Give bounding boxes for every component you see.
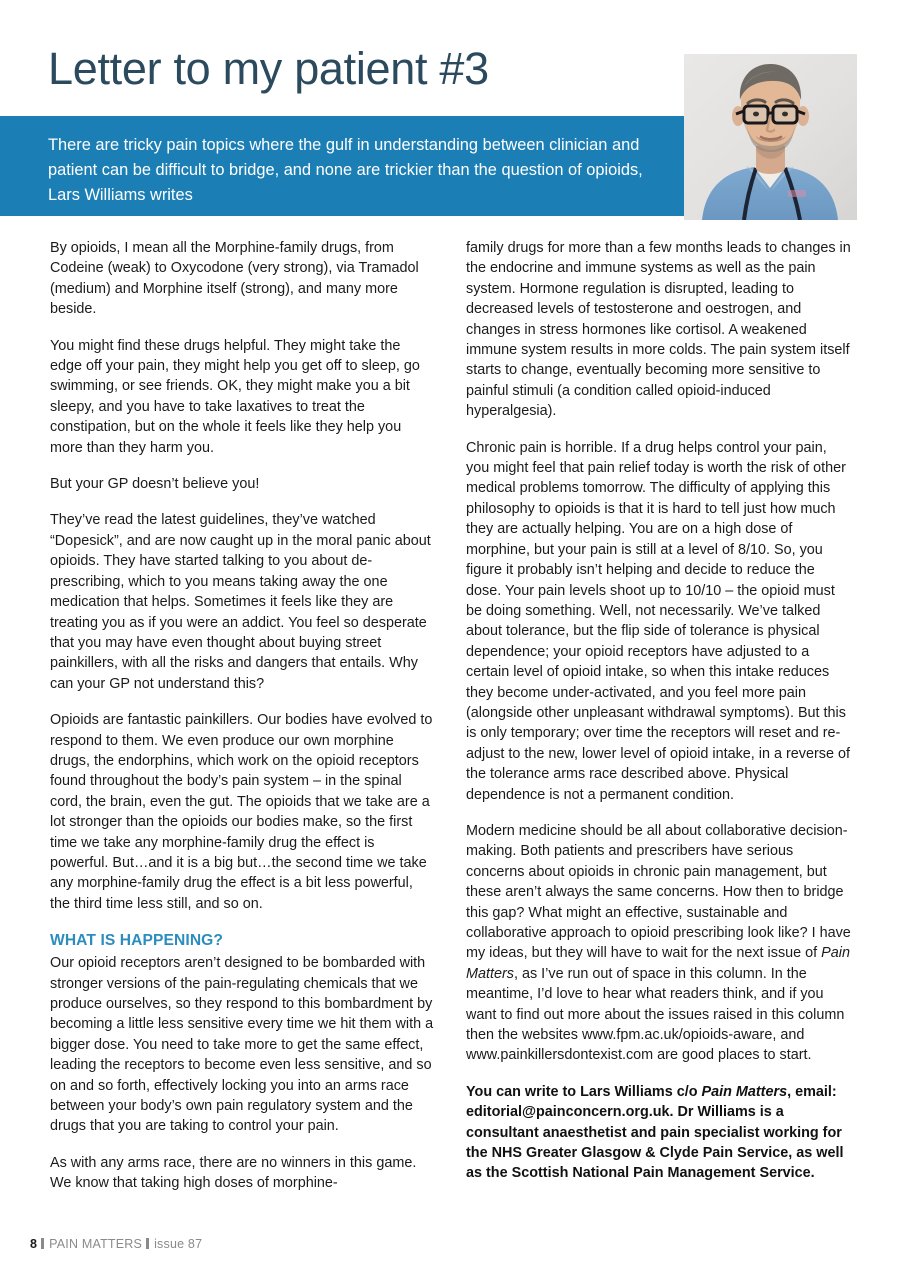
footer-magazine-name: PAIN MATTERS [49, 1237, 143, 1251]
body-column-right [466, 238, 852, 1200]
footer-separator-icon [41, 1238, 44, 1249]
page-title: Letter to my patient #3 [48, 43, 489, 94]
standfirst-text: There are tricky pain topics where the gulf in understanding between clinician and patient can be difficult to bridge, and none are trickier than the question of opioids, Lars Williams writes [48, 136, 643, 204]
footer-issue-number: issue 87 [154, 1237, 203, 1251]
footer-separator-icon [146, 1238, 149, 1249]
publication-name-italic: Pain Matters [701, 1083, 788, 1100]
paragraph: family drugs for more than a few months leads to changes in the endocrine and immune systems as well as the pain system. Hormone regulation is disrupted, leading to decreased levels of testosterone and oestrogen, and changes in stress hormones like cortisol. A weakened immune system results in more colds. The pain system itself starts to change, eventually becoming more sensitive to painful stimuli (a condition called opioid-induced hyperalgesia). [466, 240, 851, 420]
paragraph: As with any arms race, there are no winners in this game. We know that taking high doses of morphine- [50, 1154, 417, 1192]
section-heading-what-is-happening: WHAT IS HAPPENING? [50, 932, 224, 950]
paragraph-text-after-italic: , as I’ve run out of space in this column. In the meantime, I’d love to hear what readers think, and if you want to find out more about the issues raised in this column then the websites www.fpm.ac.uk/opioids-aware, and www.painkillersdontexist.com are good places to start. [466, 965, 845, 1064]
paragraph: But your GP doesn’t believe you! [50, 476, 260, 493]
paragraph: By opioids, I mean all the Morphine-family drugs, from Codeine (weak) to Oxycodone (very strong), via Tramadol (medium) and Morphine itself (strong), and many more beside. [50, 240, 419, 318]
author-portrait-illustration [684, 54, 857, 220]
paragraph: Our opioid receptors aren’t designed to be bombarded with stronger versions of the pain-regulating chemicals that we produce ourselves, so they respond to this bombardment by becoming a little less sensitive every time we hit them with a bigger dose. You need to take more to get the same effect, leading the receptors to become even less sensitive, and so on and so forth, effectively locking you into an arms race between your body’s own pain regulatory system and the drugs that you are taking to control your pain. [50, 955, 434, 1135]
paragraph: They’ve read the latest guidelines, they’ve watched “Dopesick”, and are now caught up in the moral panic about opioids. They have started talking to you about de-prescribing, which to you means taking away the one medication that helps. Sometimes it feels like they are treating you as if you were an addict. You feel so desperate that you may have even thought about buying street painkillers, with all the risks and dangers that entails. Why can your GP not understand this? [50, 512, 431, 692]
paragraph: Chronic pain is horrible. If a drug helps control your pain, you might feel that pain relief today is worth the risk of other medical problems tomorrow. The difficulty of applying this philosophy to opioids is that it is hard to tell just how much they are actually helping. You are on a high dose of morphine, but your pain is still at a level of 8/10. So, you figure it probably isn’t helping and decide to reduce the dose. Your pain levels shoot up to 10/10 – the opioid must be doing something. Well, not necessarily. We’ve talked about tolerance, but the flip side of tolerance is physical dependence; your opioid receptors have adjusted to a certain level of opioid intake, so when this intake reduces they become under-activated, and you feel more pain (alongside other unpleasant withdrawal symptoms). But this is only temporary; over time the receptors will reset and re-adjust to the new, lower level of opioid intake, in a reverse of the tolerance arms race described above. Physical dependence is not a permanent condition. [466, 439, 850, 803]
footer-page-number: 8 [30, 1237, 38, 1251]
page-footer [30, 1236, 202, 1252]
paragraph: Opioids are fantastic painkillers. Our bodies have evolved to respond to them. We even produce our own morphine drugs, the endorphins, which work on the opioid receptors found throughout the body’s pain system – in the spinal cord, the brain, even the gut. The opioids that we take are a lot stronger than the opioids our bodies make, so the first time we take any morphine-family drug the effect is powerful. But…and it is a big but…the second time we take any morphine-family drug the effect is a bit less powerful, the third time less still, and so on. [50, 712, 433, 912]
author-contact-note [466, 1082, 852, 1184]
paragraph-text-before-italic: Modern medicine should be all about collaborative decision-making. Both patients and prescribers have serious concerns about opioids in chronic pain management, but these aren’t always the same concerns. How then to bridge this gap? What might an effective, sustainable and collaborative approach to opioid prescribing look like? I have my ideas, but they will have to wait for the next issue of [466, 822, 851, 962]
paragraph-with-italic [466, 821, 852, 1066]
paragraph: You might find these drugs helpful. They might take the edge off your pain, they might help you get off to sleep, go swimming, or see friends. OK, they might make you a bit sleepy, and you have to take laxatives to treat the constipation, but on the whole it feels like they help you more than they harm you. [50, 337, 420, 456]
standfirst-band [0, 116, 684, 216]
author-photo [684, 54, 857, 220]
body-column-left [50, 238, 436, 1194]
contact-text-after-italic: , email: editorial@painconcern.org.uk. Dr Williams is a consultant anaesthetist and pain specialist working for the NHS Greater Glasgow & Clyde Pain Service, as well as the Scottish National Pain Management Service. [466, 1083, 844, 1182]
contact-text-before-italic: You can write to Lars Williams c/o [466, 1083, 702, 1100]
publication-name-italic: Pain Matters [466, 945, 850, 982]
